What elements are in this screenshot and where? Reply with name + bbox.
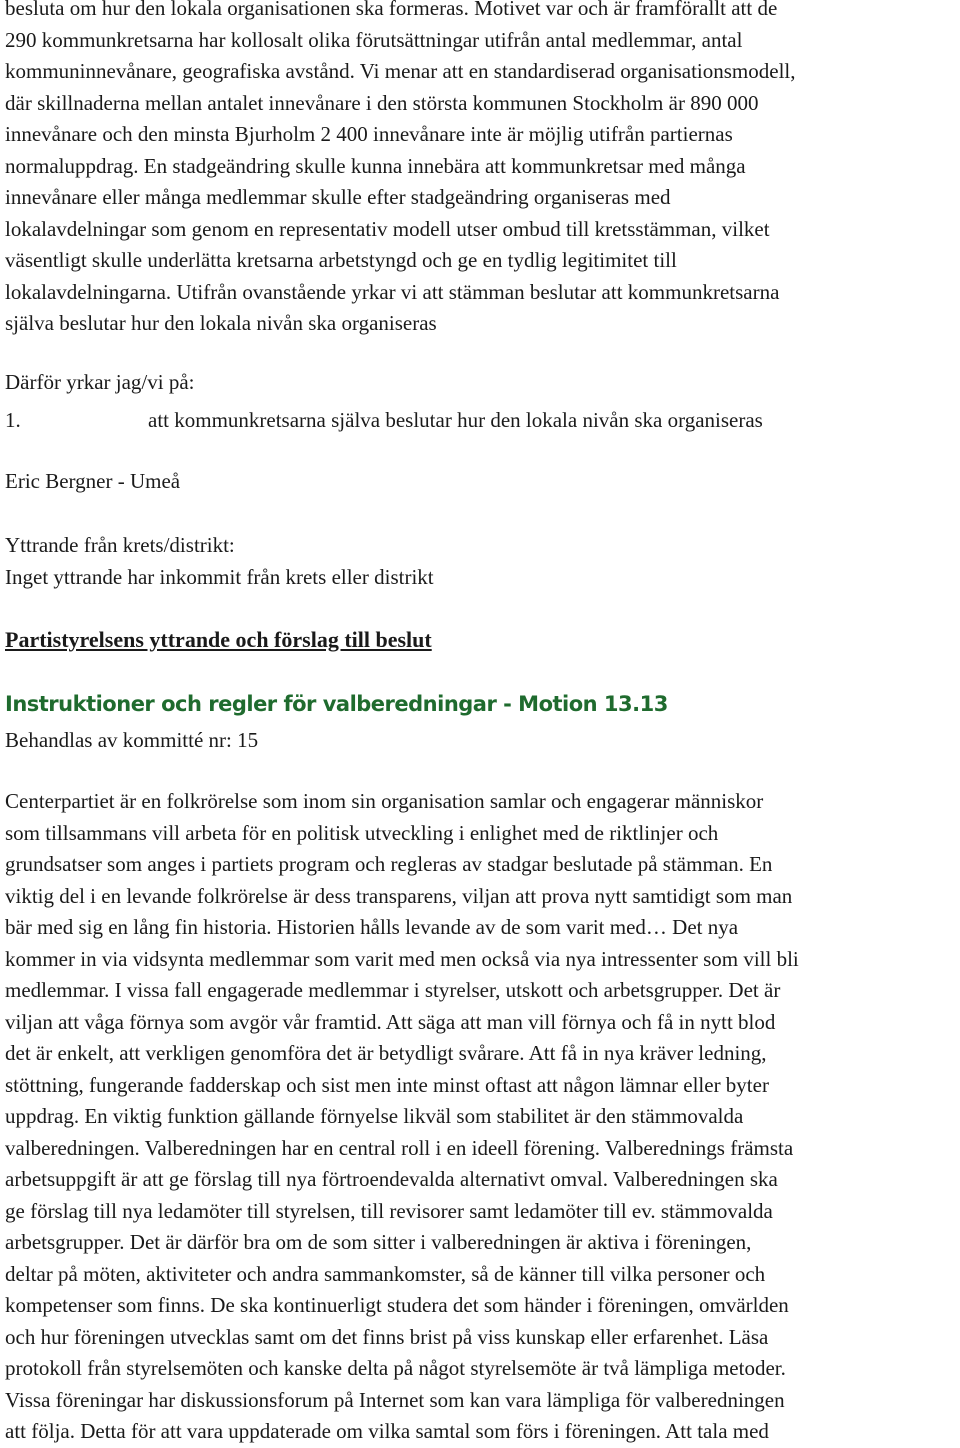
text-line: grundsatser som anges i partiets program och regleras av stadgar beslutade på stämman. En bbox=[5, 852, 773, 876]
text-line: lokalavdelningar som genom en representativ modell utser ombud till kretsstämman, vilket bbox=[5, 216, 770, 241]
text-line: där skillnaderna mellan antalet innevånare i den största kommunen Stockholm är 890 000 bbox=[5, 90, 759, 115]
committee-info: Behandlas av kommitté nr: 15 bbox=[5, 728, 259, 752]
text-line: lokalavdelningarna. Utifrån ovanstående yrkar vi att stämman beslutar att kommunkretsarna bbox=[5, 279, 780, 304]
text-line: och hur föreningen utvecklas samt om det finns brist på viss kunskap eller erfarenhet. Läsa bbox=[5, 1324, 769, 1349]
demand-heading: Därför yrkar jag/vi på: bbox=[5, 370, 195, 394]
text-line: kompetenser som finns. De ska kontinuerligt studera det som händer i föreningen, omvärlden bbox=[5, 1293, 789, 1317]
text-line: själva beslutar hur den lokala nivån ska organiseras bbox=[5, 311, 437, 335]
motion-author: Eric Bergner - Umeå bbox=[5, 469, 181, 493]
text-line: innevånare eller många medlemmar skulle efter stadgeändring organiseras med bbox=[5, 185, 671, 209]
text-line: arbetsgrupper. Det är därför bra om de som sitter i valberedningen är aktiva i föreningen, bbox=[5, 1230, 752, 1254]
yttrande-section bbox=[5, 530, 960, 593]
text-line: normaluppdrag. En stadgeändring skulle kunna innebära att kommunkretsar med många bbox=[5, 153, 746, 178]
text-line: det är enkelt, att verkligen genomföra det är betydligt svårare. Att få in nya kräver ledning, bbox=[5, 1041, 767, 1065]
partistyrelsen-heading: Partistyrelsens yttrande och förslag till beslut bbox=[5, 627, 432, 652]
text-line: väsentligt skulle underlätta kretsarna arbetstyngd och ge en tydlig legitimitet till bbox=[5, 248, 677, 272]
text-line: arbetsuppgift är att ge förslag till nya förtroendevalda alternativt omval. Valberedningen ska bbox=[5, 1167, 778, 1191]
text-line: viljan att våga förnya som avgör vår framtid. Att säga att man vill förnya och få in nytt blod bbox=[5, 1009, 776, 1034]
text-line: besluta om hur den lokala organisationen ska formeras. Motivet var och är framförallt att de bbox=[5, 0, 778, 20]
text-line: bär med sig en lång fin historia. Historien hålls levande av de som varit med… Det nya bbox=[5, 915, 739, 939]
text-line: Vissa föreningar har diskussionsforum på Internet som kan vara lämpliga för valberedningen bbox=[5, 1387, 785, 1412]
text-line: uppdrag. En viktig funktion gällande förnyelse likväl som stabilitet är den stämmovalda bbox=[5, 1104, 744, 1128]
demand-text: att kommunkretsarna själva beslutar hur den lokala nivån ska organiseras bbox=[148, 408, 763, 432]
text-line: att följa. Detta för att vara uppdaterade om vilka samtal som förs i föreningen. Att tala med bbox=[5, 1419, 769, 1443]
text-line: som tillsammans vill arbeta för en politisk utveckling i enlighet med de riktlinjer och bbox=[5, 820, 719, 845]
text-line: kommuninnevånare, geografiska avstånd. Vi menar att en standardiserad organisationsmodell, bbox=[5, 59, 796, 83]
text-line: viktig del i en levande folkrörelse är dess transparens, viljan att prova nytt samtidigt som man bbox=[5, 883, 793, 908]
text-line: medlemmar. I vissa fall engagerade medlemmar i styrelser, utskott och arbetsgrupper. Det är bbox=[5, 978, 781, 1002]
text-line: valberedningen. Valberedningen har en central roll i en ideell förening. Valberednings främsta bbox=[5, 1135, 794, 1160]
demand-number: 1. bbox=[5, 408, 21, 432]
text-line: kommer in via vidsynta medlemmar som varit med men också via nya intressenter som vill bli bbox=[5, 946, 799, 971]
text-line: innevånare och den minsta Bjurholm 2 400 innevånare inte är möjlig utifrån partiernas bbox=[5, 122, 733, 146]
text-line: ge förslag till nya ledamöter till styrelsen, till revisorer samt ledamöter till ev. stämmovalda bbox=[5, 1198, 773, 1223]
text-line: deltar på möten, aktiviteter och andra sammankomster, så de känner till vilka personer och bbox=[5, 1261, 766, 1286]
text-line: 290 kommunkretsarna har kollosalt olika förutsättningar utifrån antal medlemmar, antal bbox=[5, 27, 743, 52]
text-line: protokoll från styrelsemöten och kanske delta på något styrelsemöte är två lämpliga metoder. bbox=[5, 1356, 786, 1380]
motion-body-paragraph bbox=[5, 0, 960, 340]
yttrande-label: Yttrande från krets/distrikt: bbox=[5, 533, 235, 557]
text-line: Centerpartiet är en folkrörelse som inom sin organisation samlar och engagerar människor bbox=[5, 789, 764, 813]
motion-heading: Instruktioner och regler för valberedningar - Motion 13.13 bbox=[5, 692, 668, 716]
text-line: stöttning, fungerande fadderskap och sist men inte minst oftast att någon lämnar eller byter bbox=[5, 1072, 769, 1097]
yttrande-text: Inget yttrande har inkommit från krets eller distrikt bbox=[5, 564, 434, 589]
motion-body-paragraph bbox=[5, 786, 960, 1448]
